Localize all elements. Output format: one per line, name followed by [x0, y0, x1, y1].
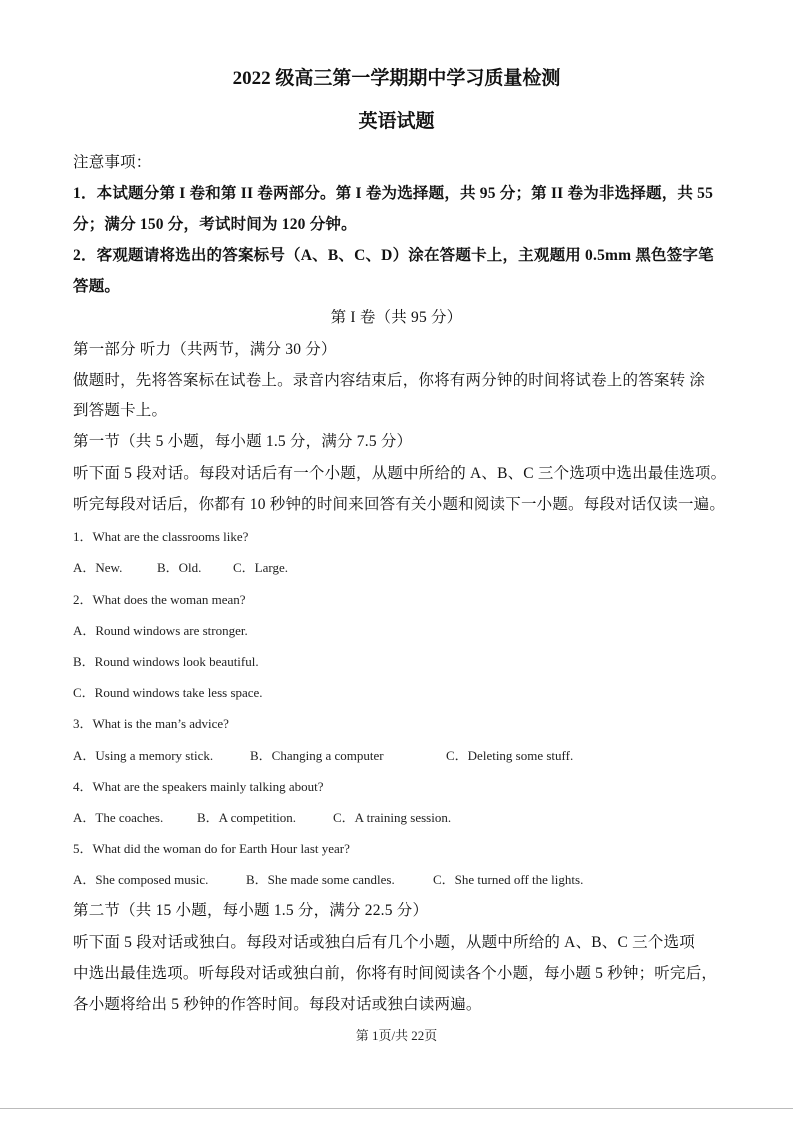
part1-instruction-line-1: 做题时，先将答案标在试卷上。录音内容结束后，你将有两分钟的时间将试卷上的答案转 涂	[73, 372, 706, 389]
question-3-stem: 3．What is the man’s advice?	[73, 716, 229, 731]
question-4-option-b: B．A competition.	[197, 810, 296, 825]
question-1-option-b: B．Old.	[157, 560, 202, 575]
notice-item-1-line-1: 1．本试题分第 I 卷和第 II 卷两部分。第 I 卷为选择题，共 95 分；第 II 卷为非选择题，共 55	[73, 185, 714, 202]
question-1-option-a: A．New.	[73, 560, 123, 575]
question-3-option-c: C．Deleting some stuff.	[446, 748, 574, 763]
question-3-option-a: A．Using a memory stick.	[73, 748, 214, 763]
question-5-option-c: C．She turned off the lights.	[433, 872, 584, 887]
question-3-option-b: B．Changing a computer	[250, 748, 384, 763]
notice-heading: 注意事项：	[73, 154, 152, 171]
question-5-stem: 5．What did the woman do for Earth Hour last year?	[73, 841, 350, 856]
exam-title: 2022 级高三第一学期期中学习质量检测	[232, 68, 561, 89]
section1-heading: 第一节（共 5 小题，每小题 1.5 分，满分 7.5 分）	[73, 433, 413, 450]
question-4-option-c: C．A training session.	[333, 810, 452, 825]
notice-item-2-line-2: 答题。	[73, 278, 121, 295]
notice-item-1-line-2: 分；满分 150 分，考试时间为 120 分钟。	[73, 216, 357, 233]
question-1-option-c: C．Large.	[233, 560, 288, 575]
question-4-stem: 4．What are the speakers mainly talking about?	[73, 779, 324, 794]
volume-heading: 第 I 卷（共 95 分）	[330, 309, 463, 326]
question-2-option-c: C．Round windows take less space.	[73, 685, 263, 700]
subject-title: 英语试题	[358, 111, 435, 132]
bottom-divider	[0, 1108, 793, 1109]
part1-heading: 第一部分 听力（共两节，满分 30 分）	[73, 341, 337, 358]
section2-instruction-line-2: 中选出最佳选项。听每段对话或独白前，你将有时间阅读各个小题，每小题 5 秒钟；听完后，	[73, 965, 718, 982]
section2-instruction-line-1: 听下面 5 段对话或独白。每段对话或独白后有几个小题，从题中所给的 A、B、C 三个选项	[73, 934, 695, 951]
question-2-option-a: A．Round windows are stronger.	[73, 623, 248, 638]
part1-instruction-line-2: 到答题卡上。	[73, 402, 168, 419]
page-number: 第 1页/共 22页	[355, 1028, 438, 1043]
section1-instruction-line-1: 听下面 5 段对话。每段对话后有一个小题，从题中所给的 A、B、C 三个选项中选出最佳选项。	[73, 465, 727, 482]
section2-instruction-line-3: 各小题将给出 5 秒钟的作答时间。每段对话或独白读两遍。	[73, 996, 482, 1013]
section1-instruction-line-2: 听完每段对话后，你都有 10 秒钟的时间来回答有关小题和阅读下一小题。每段对话仅读一遍。	[73, 496, 726, 513]
question-1-options	[73, 557, 727, 576]
question-4-options	[73, 807, 727, 826]
question-2-option-b: B．Round windows look beautiful.	[73, 654, 259, 669]
question-4-option-a: A．The coaches.	[73, 810, 164, 825]
section2-heading: 第二节（共 15 小题，每小题 1.5 分，满分 22.5 分）	[73, 902, 429, 919]
question-5-options	[73, 869, 727, 888]
question-1-stem: 1．What are the classrooms like?	[73, 529, 249, 544]
notice-item-2-line-1: 2．客观题请将选出的答案标号（A、B、C、D）涂在答题卡上，主观题用 0.5mm 黑色签字笔	[73, 247, 714, 264]
question-5-option-b: B．She made some candles.	[246, 872, 395, 887]
question-5-option-a: A．She composed music.	[73, 872, 209, 887]
question-2-stem: 2．What does the woman mean?	[73, 592, 246, 607]
question-3-options	[73, 745, 727, 764]
